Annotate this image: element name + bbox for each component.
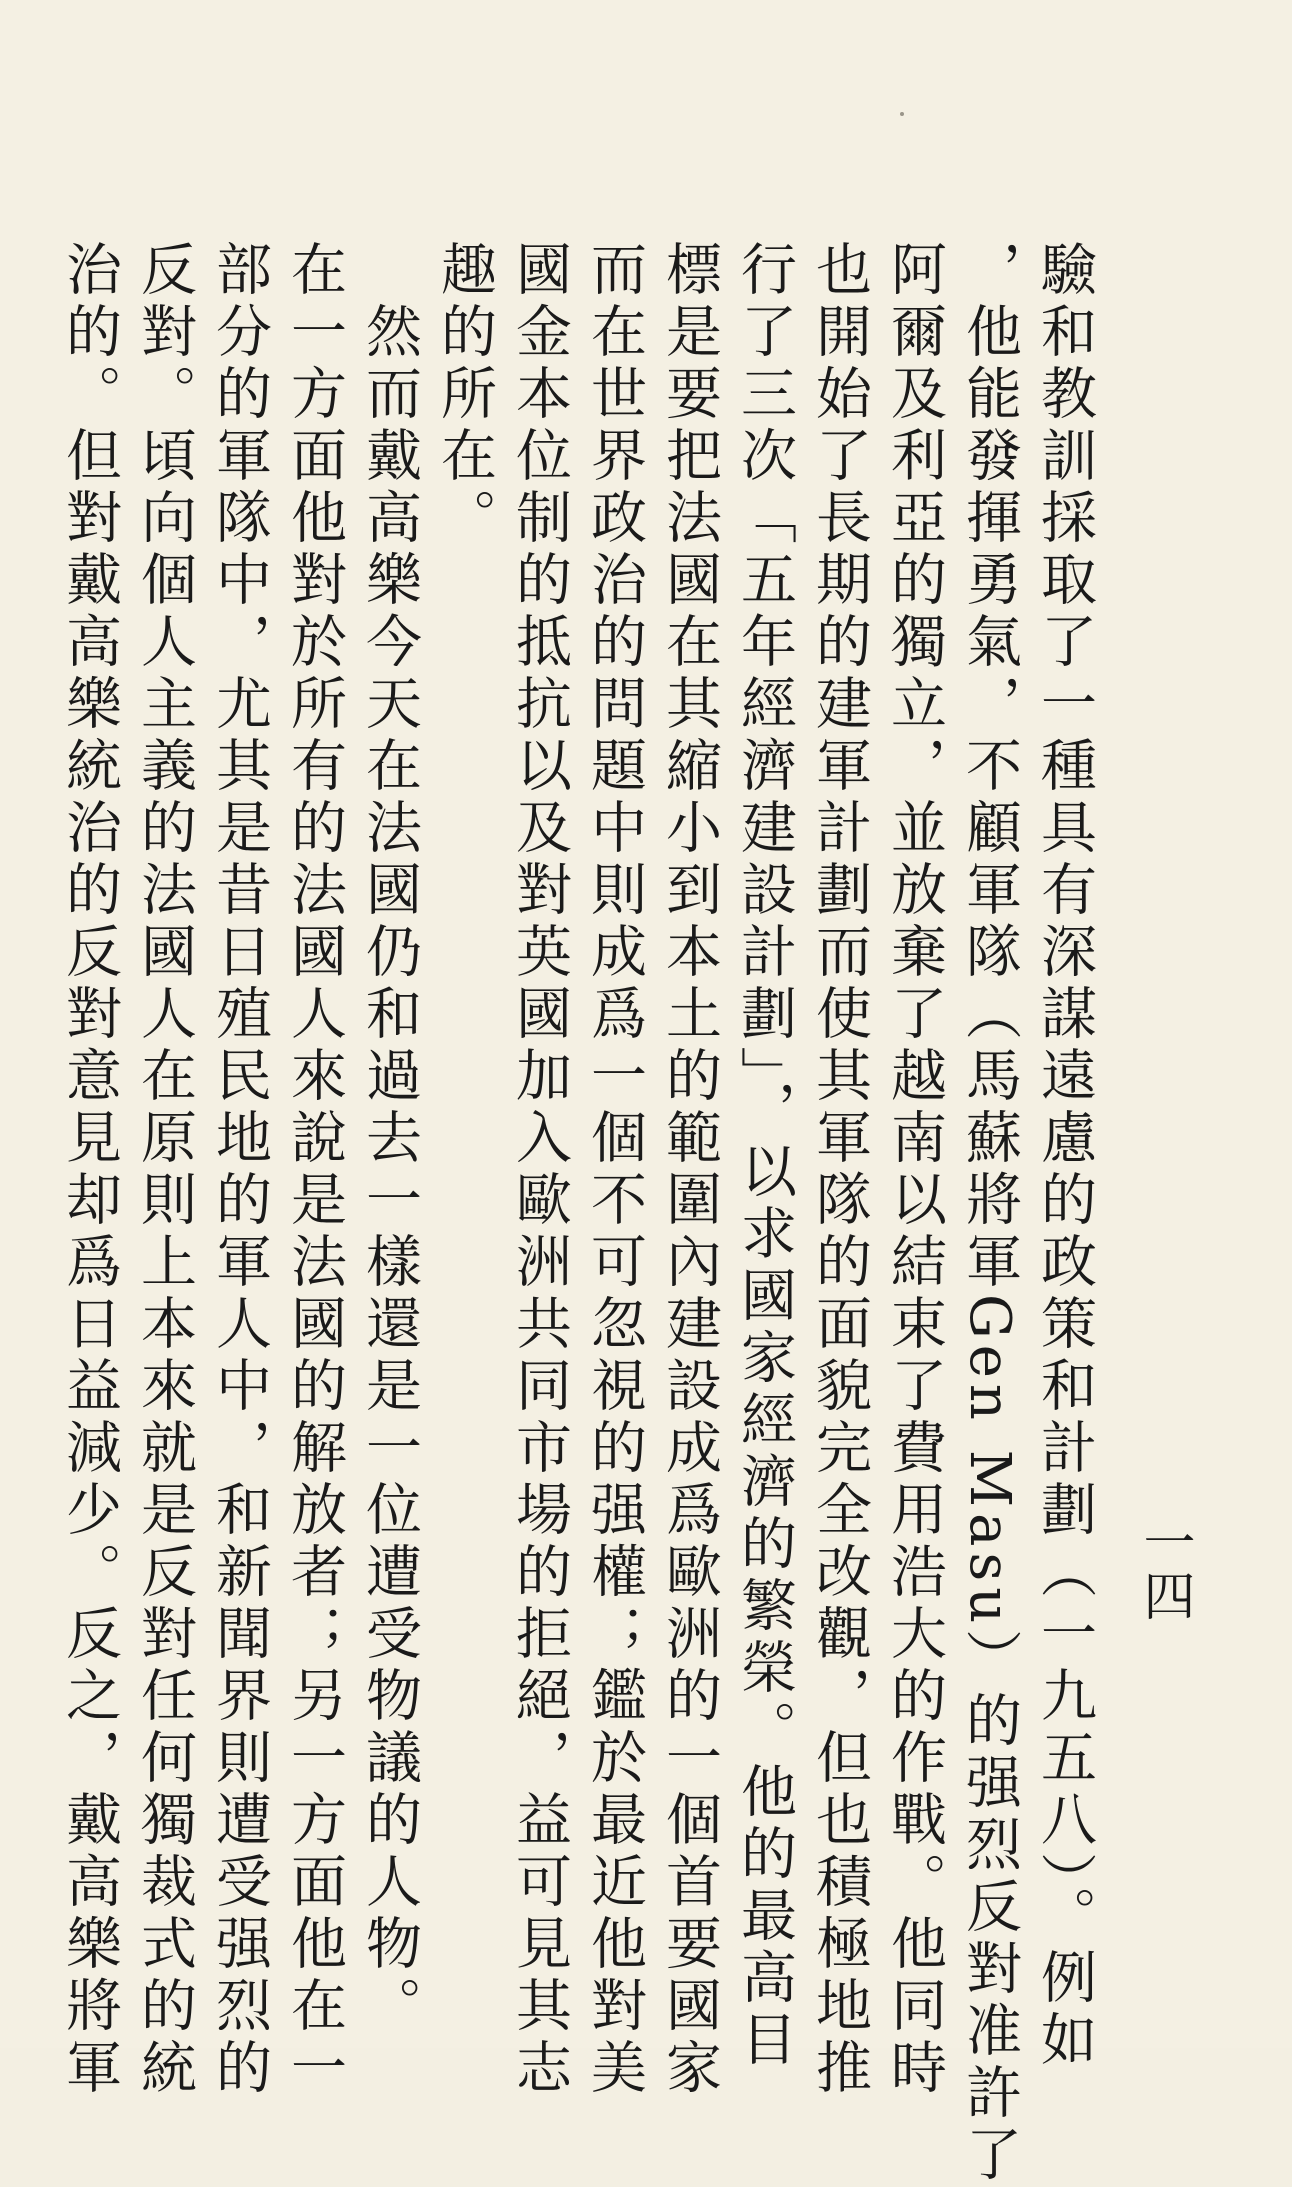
text-line: 國金本位制的抵抗以及對英國加入歐洲共同市場的拒絕，益可見其志: [507, 240, 572, 2100]
text-line: 驗和教訓採取了一種具有深謀遠慮的政策和計劃（一九五八）。例如: [1032, 240, 1097, 2072]
text-line: ，他能發揮勇氣，不顧軍隊（馬蘇將軍Gen Masu）的强烈反對准許了: [957, 240, 1022, 2187]
text-line: 反對。頃向個人主義的法國人在原則上本來就是反對任何獨裁式的統: [132, 240, 197, 2100]
page-number: 一四: [1134, 1515, 1194, 1623]
text-line: 在一方面他對於所有的法國人來說是法國的解放者；另一方面他在一: [282, 240, 347, 2100]
text-line: 治的。但對戴高樂統治的反對意見却爲日益減少。反之，戴高樂將軍: [57, 240, 122, 2100]
text-line: 趣的所在。: [432, 240, 497, 550]
text-line: 而在世界政治的問題中則成爲一個不可忽視的强權；鑑於最近他對美: [582, 240, 647, 2100]
text-line: 標是要把法國在其縮小到本土的範圍內建設成爲歐洲的一個首要國家: [657, 240, 722, 2100]
body-text: [52, 240, 1102, 2187]
text-line: 也開始了長期的建軍計劃而使其軍隊的面貌完全改觀，但也積極地推: [807, 240, 872, 2100]
text-line: 行了三次「五年經濟建設計劃」，以求國家經濟的繁榮。他的最高目: [732, 240, 797, 2072]
text-line: 阿爾及利亞的獨立，並放棄了越南以結束了費用浩大的作戰。他同時: [882, 240, 947, 2100]
paragraph-first-line: 然而戴高樂今天在法國仍和過去一樣還是一位遭受物議的人物。: [357, 302, 422, 2038]
paper-speck: [900, 112, 904, 116]
text-line: 部分的軍隊中，尤其是昔日殖民地的軍人中，和新聞界則遭受强烈的: [207, 240, 272, 2100]
